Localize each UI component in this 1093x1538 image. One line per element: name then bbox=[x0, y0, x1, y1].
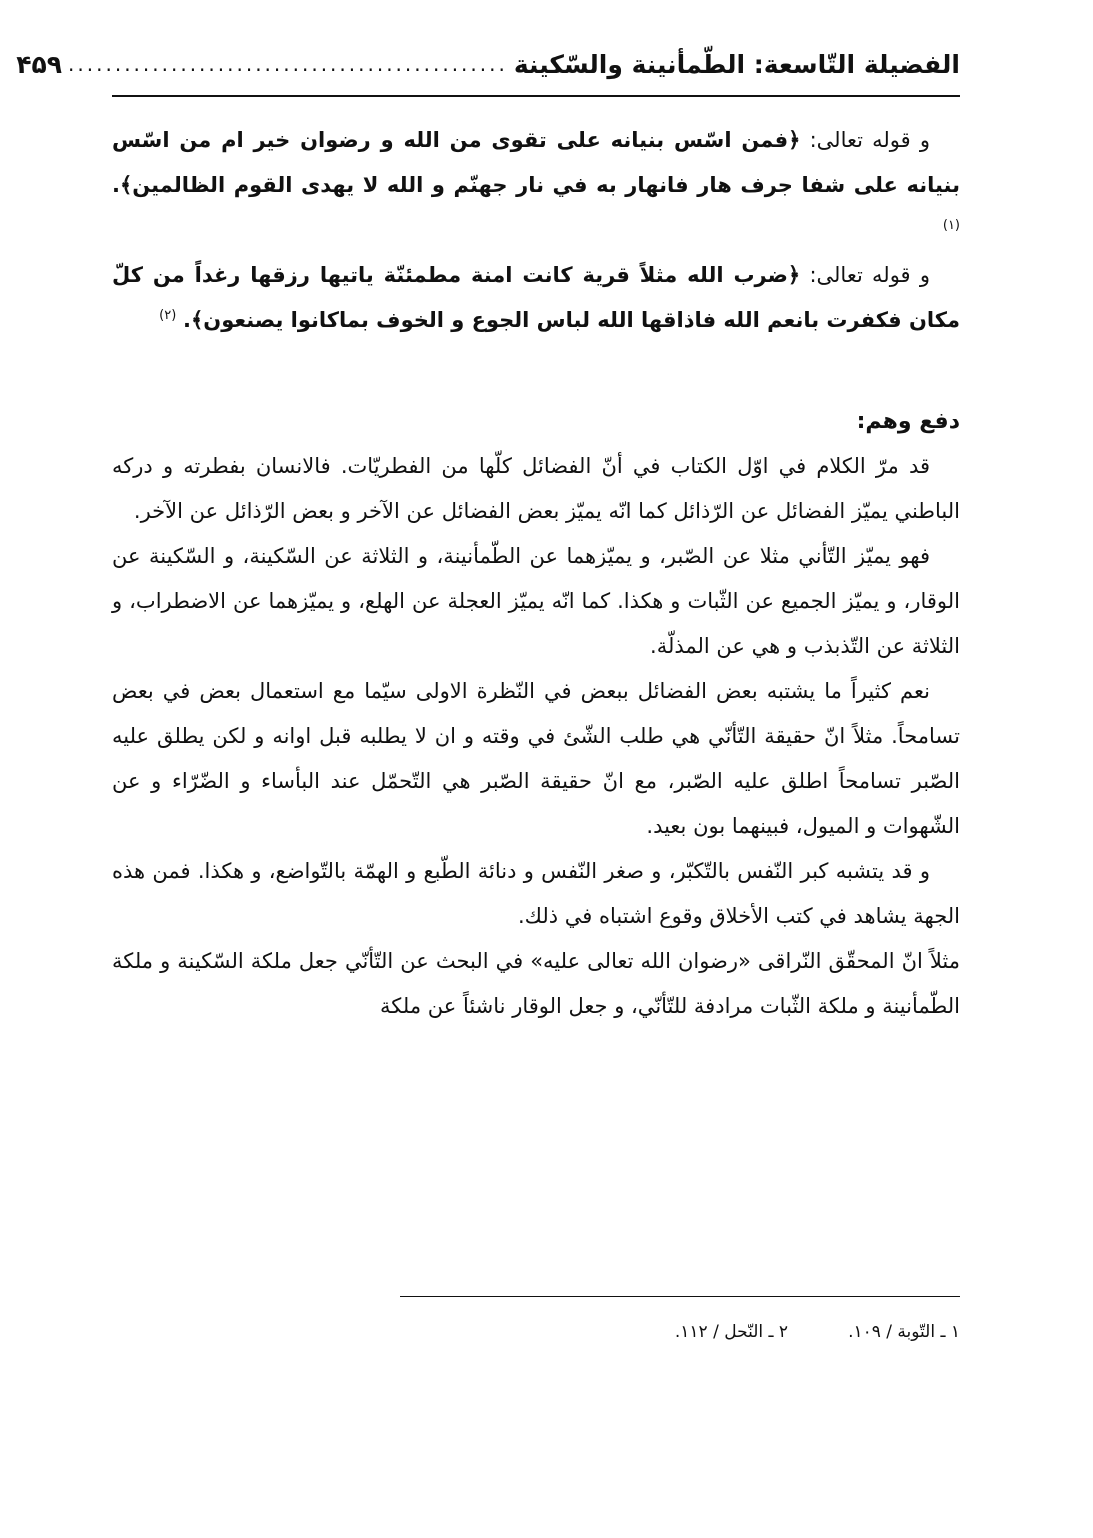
footnote-divider bbox=[400, 1296, 960, 1297]
body-paragraph-3: نعم كثيراً ما يشتبه بعض الفضائل ببعض في النّظرة الاولى سيّما مع استعمال بعض في بعض تسامحاً. مثلاً انّ حقيقة التّأنّي هي طلب الشّئ في وقته و ان لا يطلبه قبل اوانه و لكن يطلق عليه الصّبر تسامحاً اطلق عليه الصّبر، مع انّ حقيقة الصّبر هي التّحمّل عند البأساء و الضّرّاء و عن الشّهوات و الميول، فبينهما بون بعيد. bbox=[112, 679, 960, 838]
body-paragraph-5: مثلاً انّ المحقّق النّراقى «رضوان الله تعالى عليه» في البحث عن التّأنّي جعل ملكة السّكينة و ملكة الطّمأنينة و ملكة الثّبات مرادفة للتّأنّي، و جعل الوقار ناشئاً عن ملكة bbox=[112, 949, 960, 1018]
footnote-ref-1: (۱) bbox=[942, 218, 960, 233]
body-paragraph-2: فهو يميّز التّأني مثلا عن الصّبر، و يميّزهما عن الطّمأنينة، و الثلاثة عن السّكينة، و السّكينة عن الوقار، و يميّز الجميع عن الثّبات و هكذا. كما انّه يميّز العجلة عن الهلع، و يميّزهما عن الاضطراب، و الثلاثة عن التّذبذب و هي عن المذلّة. bbox=[112, 544, 960, 658]
footnote-2: ۲ ـ النّحل / ۱۱۲. bbox=[674, 1322, 789, 1342]
section-heading: دفع وهم: bbox=[856, 409, 960, 434]
quote-paragraph-1 bbox=[112, 118, 960, 253]
quran-verse-1: ﴿فمن اسّس بنيانه على تقوى من الله و رضوان خير ام من اسّس بنيانه على شفا جرف هار فانهار به في نار جهنّم و الله لا يهدى القوم الظالمين﴾. bbox=[112, 128, 960, 197]
page-number: ۴۵۹ bbox=[16, 49, 63, 79]
quote-paragraph-2 bbox=[112, 253, 960, 343]
section-spacer bbox=[112, 343, 960, 399]
body-paragraph-1: قد مرّ الكلام في اوّل الكتاب في أنّ الفضائل كلّها من الفطريّات. فالانسان بفطرته و دركه الباطني يميّز الفضائل عن الرّذائل كما انّه يميّز بعض الفضائل عن الآخر و بعض الرّذائل عن الآخر. bbox=[112, 454, 960, 523]
footnotes bbox=[400, 1318, 960, 1346]
header-divider bbox=[112, 95, 960, 97]
chapter-title: الفضيلة التّاسعة: الطّمأنينة والسّكينة bbox=[513, 49, 960, 79]
quote-intro-2: و قوله تعالى: bbox=[809, 263, 930, 287]
body-paragraph-4: و قد يتشبه كبر النّفس بالتّكبّر، و صغر النّفس و دنائة الطّبع و الهمّة بالتّواضع، و هكذا. فمن هذه الجهة يشاهد في كتب الأخلاق وقوع اشتباه في ذلك. bbox=[112, 859, 960, 928]
running-header bbox=[16, 40, 960, 88]
footnote-ref-2: (۲) bbox=[159, 308, 177, 323]
quran-verse-2: ﴿ضرب الله مثلاً قرية كانت امنة مطمئنّة ياتيها رزقها رغداً من كلّ مكان فكفرت بانعم الله فاذاقها الله لباس الجوع و الخوف بماكانوا يصنعون﴾. bbox=[112, 263, 960, 332]
main-text bbox=[112, 118, 960, 1029]
quote-intro-1: و قوله تعالى: bbox=[809, 128, 931, 152]
leader-dots: ............................................... bbox=[68, 52, 508, 76]
footnote-1: ۱ ـ التّوبة / ۱۰۹. bbox=[848, 1322, 960, 1342]
